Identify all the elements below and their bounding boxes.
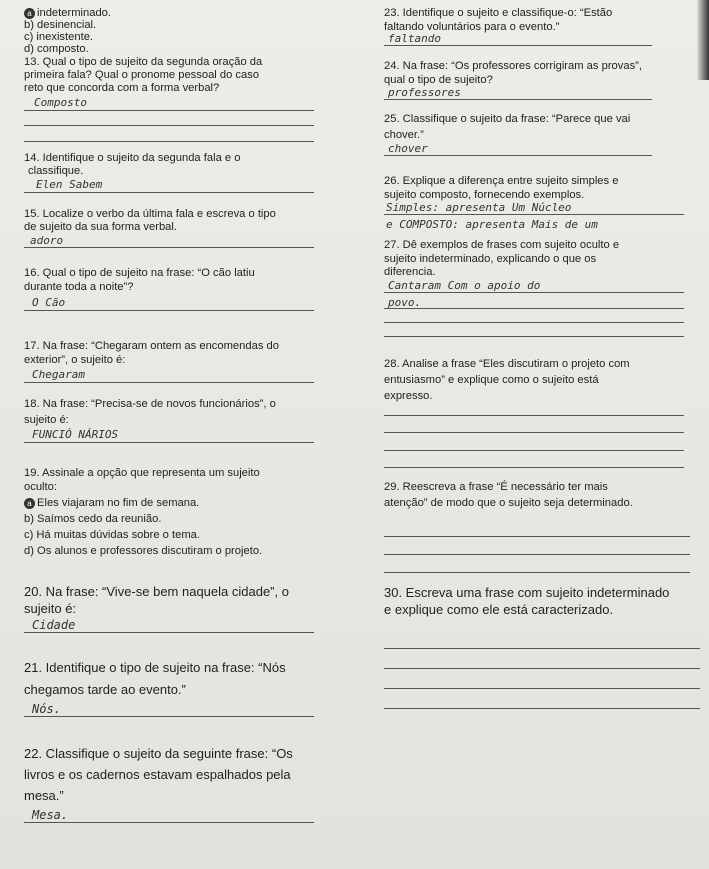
q17-line2: exterior”, o sujeito é: (24, 354, 126, 366)
q26-answer1: Simples: apresenta Um Núcleo (386, 201, 572, 214)
answer-line (384, 336, 684, 337)
answer-line (384, 432, 684, 433)
answer-line (24, 141, 314, 142)
answer-line (24, 110, 314, 111)
option-a: a indeterminado. (24, 7, 111, 20)
q22-line1: 22. Classifique o sujeito da seguinte frase: “Os (24, 746, 293, 761)
answer-line (24, 310, 314, 311)
q28-line1: 28. Analise a frase “Eles discutiram o projeto com (384, 358, 630, 370)
option-c: c) inexistente. (24, 31, 94, 43)
q21-answer: Nós. (32, 702, 61, 716)
answer-line (24, 822, 314, 823)
q23-line1: 23. Identifique o sujeito e classifique-o: “Estão (384, 7, 613, 19)
answer-line (384, 536, 690, 537)
q14-line1: 14. Identifique o sujeito da segunda fala e o (24, 152, 241, 164)
q20-answer: Cidade (32, 618, 76, 632)
q22-line2: livros e os cadernos estavam espalhados pela (24, 767, 291, 782)
q24-line1: 24. Na frase: “Os professores corrigiram as provas”, (384, 60, 643, 72)
q17-answer: Chegaram (32, 368, 85, 381)
q18-line2: sujeito é: (24, 414, 69, 426)
q26-line1: 26. Explique a diferença entre sujeito simples e (384, 175, 619, 187)
q13-line3: reto que concorda com a forma verbal? (24, 82, 220, 94)
answer-line (384, 292, 684, 293)
q26-line2: sujeito composto, fornecendo exemplos. (384, 189, 585, 201)
answer-line (384, 688, 700, 689)
q17-line1: 17. Na frase: “Chegaram ontem as encomendas do (24, 340, 279, 352)
q29-line1: 29. Reescreva a frase “É necessário ter mais (384, 481, 608, 493)
q14-answer: Elen Sabem (36, 178, 103, 191)
q19-option-a: a Eles viajaram no fim de semana. (24, 497, 199, 510)
q20-line1: 20. Na frase: “Vive-se bem naquela cidade”, o (24, 584, 289, 599)
answer-line (384, 99, 652, 100)
page-edge-shadow (697, 0, 709, 80)
q23-line2: faltando voluntários para o evento.” (384, 21, 560, 33)
q22-line3: mesa.” (24, 788, 64, 803)
q19-option-b: b) Saímos cedo da reunião. (24, 513, 162, 525)
answer-line (24, 382, 314, 383)
q15-line1: 15. Localize o verbo da última fala e escreva o tipo (24, 208, 276, 220)
q16-answer: O Cão (32, 296, 66, 309)
q19-option-c: c) Há muitas dúvidas sobre o tema. (24, 529, 200, 541)
answer-line (384, 155, 652, 156)
q16-line2: durante toda a noite”? (24, 281, 134, 293)
q24-line2: qual o tipo de sujeito? (384, 74, 493, 86)
answer-line (384, 308, 684, 309)
answer-line (384, 668, 700, 669)
q18-line1: 18. Na frase: “Precisa-se de novos funcionários”, o (24, 398, 276, 410)
q27-line3: diferencia. (384, 266, 436, 278)
q21-line2: chegamos tarde ao evento.” (24, 682, 186, 697)
answer-line (24, 442, 314, 443)
answer-line (384, 572, 690, 573)
circled-mark-icon: a (24, 498, 35, 509)
q13-line2: primeira fala? Qual o pronome pessoal do caso (24, 69, 260, 81)
answer-line (384, 467, 684, 468)
answer-line (24, 716, 314, 717)
q28-line2: entusiasmo” e explique como o sujeito está (384, 374, 599, 386)
answer-line (384, 415, 684, 416)
q19-line2: oculto: (24, 481, 57, 493)
q27-line2: sujeito indeterminado, explicando o que os (384, 253, 597, 265)
q25-answer: chover (388, 142, 428, 155)
q27-line1: 27. Dê exemplos de frases com sujeito oculto e (384, 239, 620, 251)
q13-answer: Composto (34, 96, 87, 109)
q19-line1: 19. Assinale a opção que representa um sujeito (24, 467, 260, 479)
q24-answer: professores (388, 86, 461, 99)
q18-answer: FUNCIÓ NÁRIOS (32, 428, 119, 441)
q25-line1: 25. Classifique o sujeito da frase: “Parece que vai (384, 113, 631, 125)
q14-line2: classifique. (28, 165, 84, 177)
q22-answer: Mesa. (32, 808, 69, 822)
q30-line1: 30. Escreva uma frase com sujeito indeterminado (384, 585, 670, 600)
answer-line (24, 125, 314, 126)
q27-answer2: povo. (388, 296, 422, 309)
answer-line (24, 632, 314, 633)
q15-line2: de sujeito da sua forma verbal. (24, 221, 177, 233)
answer-line (24, 247, 314, 248)
circled-mark-icon: a (24, 8, 35, 19)
q27-answer1: Cantaram Com o apoio do (388, 279, 541, 292)
answer-line (384, 648, 700, 649)
answer-line (384, 708, 700, 709)
q15-answer: adoro (30, 234, 64, 247)
answer-line (384, 214, 684, 215)
q16-line1: 16. Qual o tipo de sujeito na frase: “O cão latiu (24, 267, 255, 279)
q30-line2: e explique como ele está caracterizado. (384, 602, 614, 617)
q26-answer2: e COMPOSTO: apresenta Mais de um (386, 218, 598, 231)
q19-option-d: d) Os alunos e professores discutiram o projeto. (24, 545, 263, 557)
q21-line1: 21. Identifique o tipo de sujeito na frase: “Nós (24, 660, 286, 675)
answer-line (24, 192, 314, 193)
answer-line (384, 450, 684, 451)
answer-line (384, 45, 652, 46)
option-b: b) desinencial. (24, 19, 97, 31)
answer-line (384, 322, 684, 323)
q13-line1: 13. Qual o tipo de sujeito da segunda oração da (24, 56, 263, 68)
q20-line2: sujeito é: (24, 601, 77, 616)
answer-line (384, 554, 690, 555)
option-d: d) composto. (24, 43, 89, 55)
q28-line3: expresso. (384, 390, 433, 402)
q25-line2: chover.” (384, 129, 424, 141)
q23-answer: faltando (388, 32, 441, 45)
q29-line2: atenção” de modo que o sujeito seja determinado. (384, 497, 633, 509)
